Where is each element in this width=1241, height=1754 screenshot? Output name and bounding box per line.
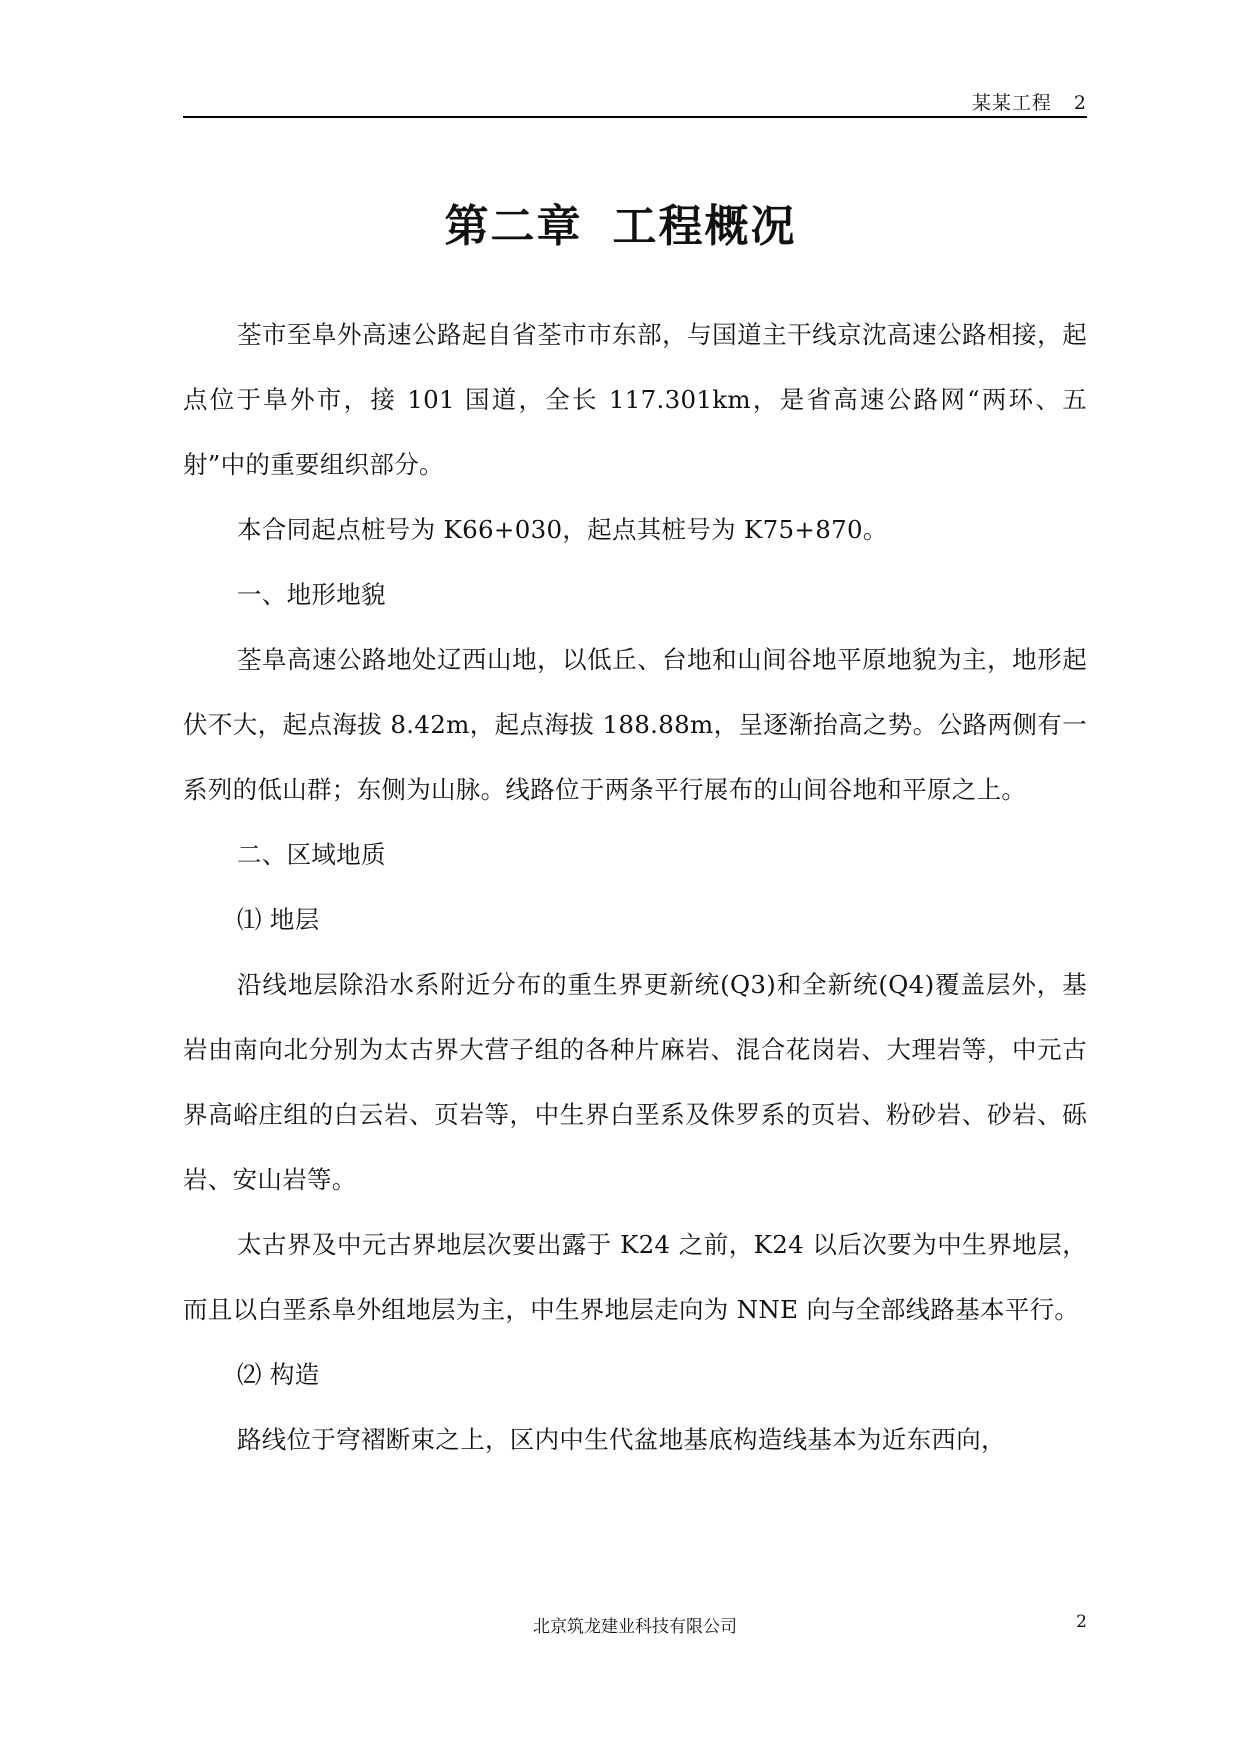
- subsection-heading: ⑵ 构造: [237, 1360, 320, 1389]
- page-header: [183, 86, 1087, 118]
- subsection-heading: ⑴ 地层: [237, 905, 320, 934]
- document-body: [183, 302, 1087, 1472]
- paragraph: 荃市至阜外高速公路起自省荃市市东部，与国道主干线京沈高速公路相接，起点位于阜外市，接 101 国道，全长 117.301km，是省高速公路网“两环、五射”中的重要组织部分。: [183, 320, 1087, 479]
- paragraph: 路线位于穹褶断束之上，区内中生代盆地基底构造线基本为近东西向，: [237, 1425, 1006, 1454]
- header-text: [972, 88, 1087, 115]
- section-heading: 一、地形地貌: [237, 580, 386, 609]
- page-footer: [183, 1612, 1087, 1640]
- chapter-number: 第二章: [444, 201, 583, 252]
- paragraph: 本合同起点桩号为 K66+030，起点其桩号为 K75+870。: [237, 515, 888, 544]
- section-heading: 二、区域地质: [237, 840, 386, 869]
- header-page-number: 2: [1073, 92, 1087, 114]
- header-project-name: 某某工程: [971, 92, 1052, 114]
- footer-page-number: 2: [1076, 1612, 1087, 1632]
- footer-company: 北京筑龙建业科技有限公司: [533, 1617, 737, 1637]
- paragraph: 太古界及中元古界地层次要出露于 K24 之前，K24 以后次要为中生界地层，而且以白垩系阜外组地层为主，中生界地层走向为 NNE 向与全部线路基本平行。: [183, 1230, 1087, 1324]
- paragraph: 荃阜高速公路地处辽西山地，以低丘、台地和山间谷地平原地貌为主，地形起伏不大，起点海拔 8.42m，起点海拔 188.88m，呈逐渐抬高之势。公路两侧有一系列的低山群；东侧为山脉。线路位于两条平行展布的山间谷地和平原之上。: [183, 645, 1087, 804]
- chapter-title: [0, 190, 1241, 254]
- paragraph: 沿线地层除沿水系附近分布的重生界更新统(Q3)和全新统(Q4)覆盖层外，基岩由南向北分别为太古界大营子组的各种片麻岩、混合花岗岩、大理岩等，中元古界高峪庄组的白云岩、页岩等，中生界白垩系及侏罗系的页岩、粉砂岩、砂岩、砾岩、安山岩等。: [183, 970, 1087, 1194]
- chapter-name: 工程概况: [612, 201, 797, 252]
